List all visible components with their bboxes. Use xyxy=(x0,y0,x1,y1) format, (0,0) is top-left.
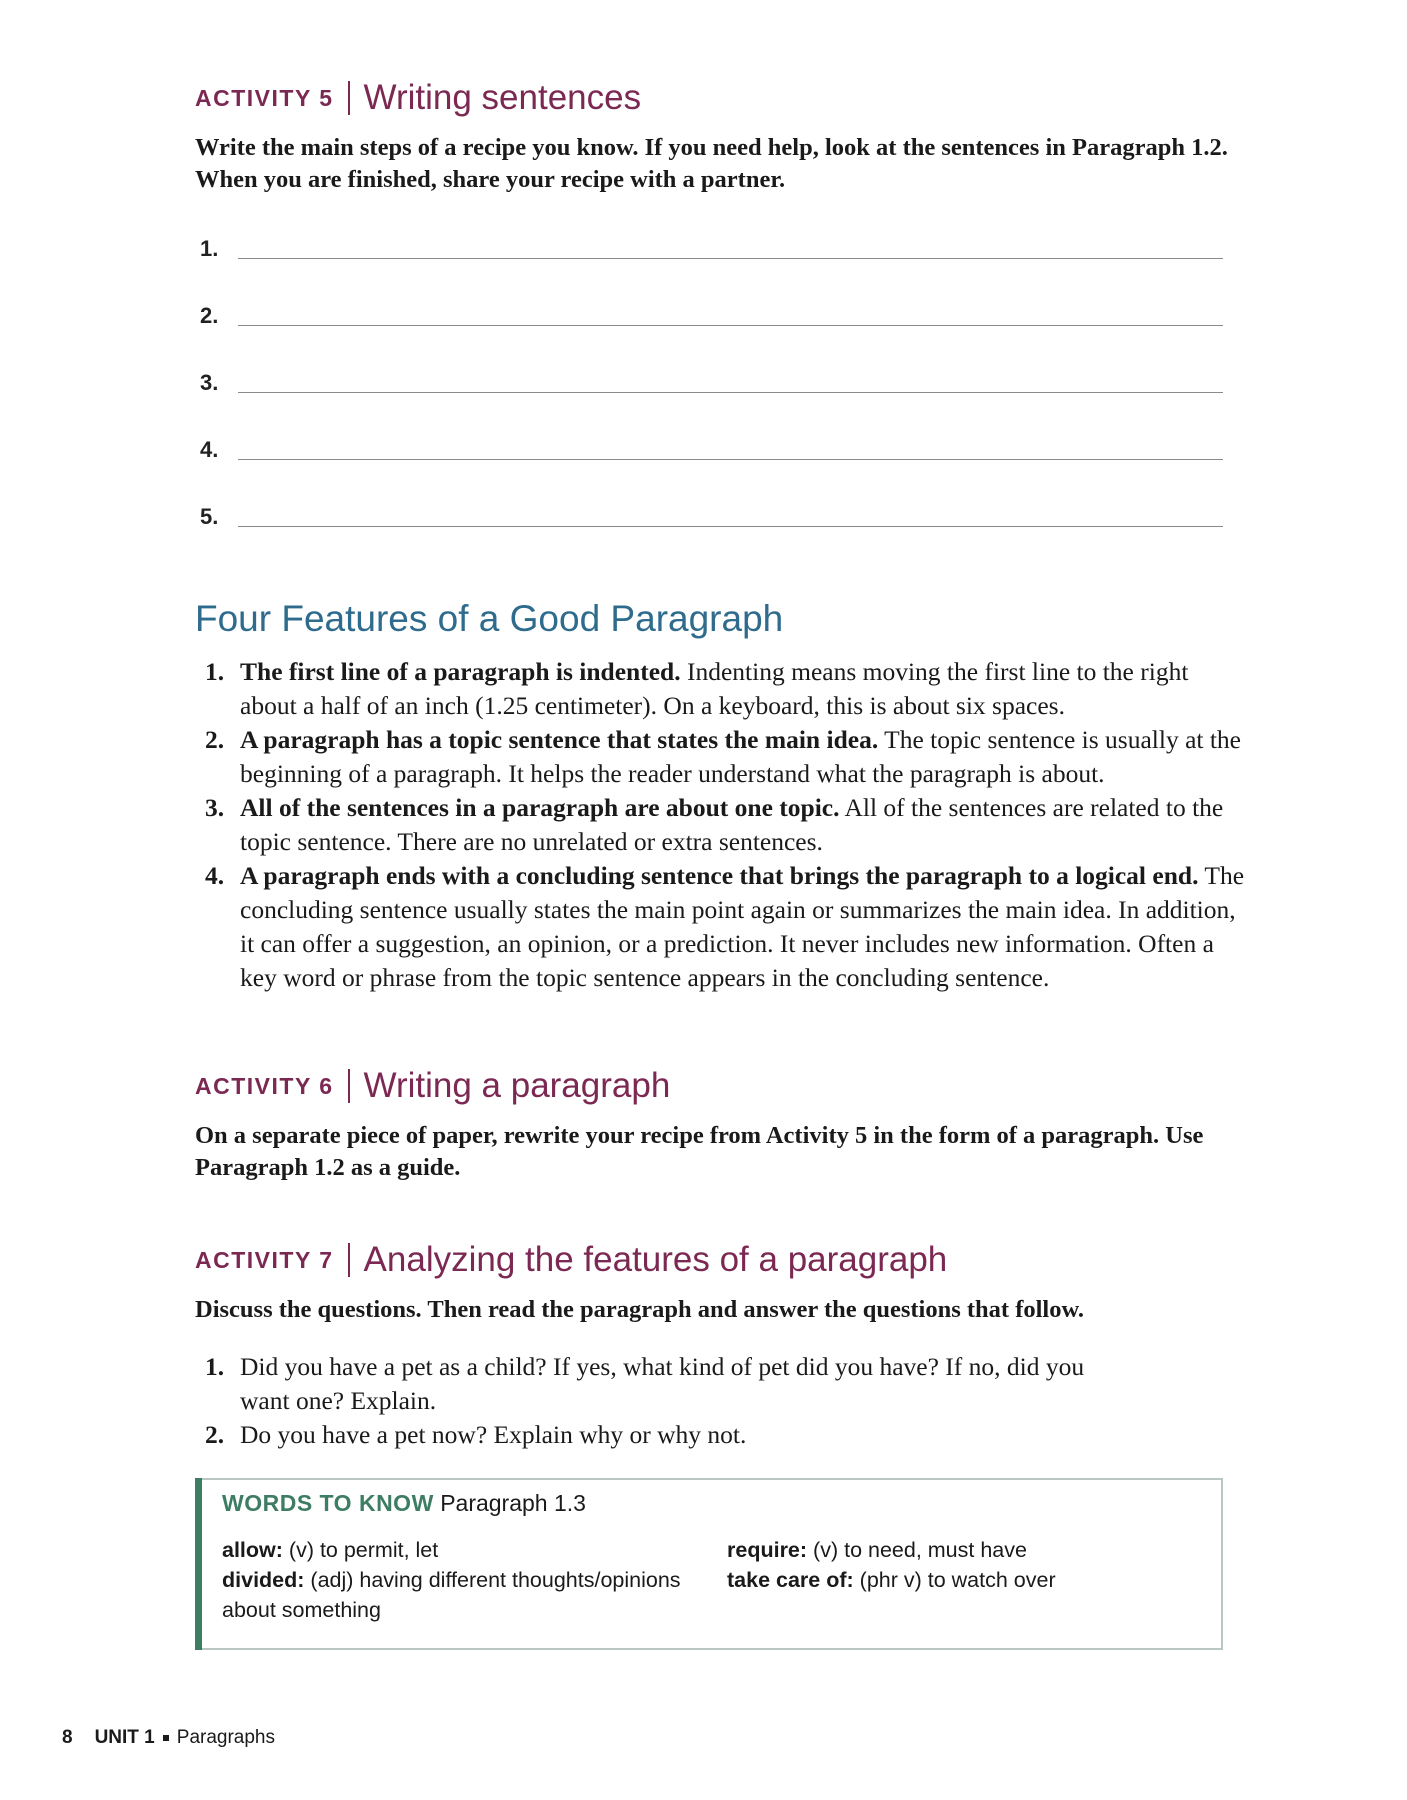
item-number: 1. xyxy=(205,657,225,686)
vocab-definition: (v) to need, must have xyxy=(813,1538,1027,1562)
divider xyxy=(348,81,350,115)
words-to-know-content xyxy=(222,1490,1212,1625)
vocab-definition: (phr v) to watch over xyxy=(859,1568,1056,1592)
vocab-entry xyxy=(727,1535,1197,1565)
activity-label: ACTIVITY 5 xyxy=(195,84,334,111)
line-number: 4. xyxy=(200,437,219,462)
vocab-entry xyxy=(222,1535,727,1565)
item-text: Did you have a pet as a child? If yes, what kind of pet did you have? If no, did you want one? Explain. xyxy=(240,1352,1085,1415)
unit-label: UNIT 1 xyxy=(94,1727,155,1748)
list-item xyxy=(205,859,1245,995)
activity-6-instructions: On a separate piece of paper, rewrite your recipe from Activity 5 in the form of a paragraph. Use Paragraph 1.2 as a guide. xyxy=(195,1122,1204,1181)
activity-title: Writing sentences xyxy=(363,78,642,117)
activity-5-header xyxy=(195,78,641,118)
list-item xyxy=(205,1350,1125,1418)
item-text: Indenting means moving the first line to the right about a half of an inch (1.25 centimeter). On a keyboard, this is about six spaces. xyxy=(240,657,1189,720)
bullet-icon xyxy=(163,1735,169,1741)
answer-line-1[interactable] xyxy=(200,236,1223,262)
item-heading: A paragraph ends with a concluding sentence that brings the paragraph to a logical end. xyxy=(240,861,1199,890)
accent-bar xyxy=(195,1478,202,1650)
section-label: Paragraphs xyxy=(176,1727,275,1748)
line-number: 5. xyxy=(200,504,219,529)
words-to-know-ref: Paragraph 1.3 xyxy=(440,1490,586,1516)
item-number: 2. xyxy=(205,1420,225,1449)
activity-5-instructions: Write the main steps of a recipe you know. If you need help, look at the sentences in Paragraph 1.2. When you are finished, share your recipe with a partner. xyxy=(195,134,1228,193)
item-text: The concluding sentence usually states the main point again or summarizes the main idea. In addition, it can offer a suggestion, an opinion, or a prediction. It never includes new information. Often a key word or phrase from the topic sentence appears in the concluding sentence. xyxy=(240,861,1245,992)
answer-line-3[interactable] xyxy=(200,370,1223,396)
activity-7-header xyxy=(195,1240,947,1280)
vocab-definition: (adj) having different thoughts/opinions about something xyxy=(222,1568,681,1622)
divider xyxy=(348,1243,350,1277)
answer-rule xyxy=(238,459,1223,460)
answer-line-5[interactable] xyxy=(200,504,1223,530)
item-text: Do you have a pet now? Explain why or why not. xyxy=(240,1420,747,1449)
divider xyxy=(348,1069,350,1103)
section-title: Four Features of a Good Paragraph xyxy=(195,598,784,639)
answer-rule xyxy=(238,325,1223,326)
vocab-column-2 xyxy=(727,1535,1197,1625)
vocab-term: allow: xyxy=(222,1538,283,1562)
words-to-know-heading xyxy=(222,1490,1212,1517)
answer-rule xyxy=(238,392,1223,393)
list-item xyxy=(205,791,1245,859)
item-text: The topic sentence is usually at the beginning of a paragraph. It helps the reader understand what the paragraph is about. xyxy=(240,725,1242,788)
features-list xyxy=(205,655,1245,995)
vocab-term: divided: xyxy=(222,1568,305,1592)
answer-rule xyxy=(238,526,1223,527)
line-number: 2. xyxy=(200,303,219,328)
activity-title: Writing a paragraph xyxy=(363,1066,671,1105)
answer-line-2[interactable] xyxy=(200,303,1223,329)
vocab-entry xyxy=(727,1565,1197,1595)
list-item xyxy=(205,655,1245,723)
page-footer xyxy=(62,1727,275,1749)
list-item xyxy=(205,723,1245,791)
item-number: 1. xyxy=(205,1352,225,1381)
activity-6-header xyxy=(195,1066,670,1106)
item-heading: A paragraph has a topic sentence that states the main idea. xyxy=(240,725,879,754)
page-number: 8 xyxy=(62,1727,73,1748)
vocab-definition: (v) to permit, let xyxy=(288,1538,439,1562)
discussion-questions xyxy=(205,1350,1125,1452)
vocab-column-1 xyxy=(222,1535,727,1625)
item-number: 2. xyxy=(205,725,225,754)
item-number: 4. xyxy=(205,861,225,890)
words-to-know-label: WORDS TO KNOW xyxy=(222,1490,434,1516)
item-text: All of the sentences are related to the topic sentence. There are no unrelated or extra sentences. xyxy=(240,793,1224,856)
activity-label: ACTIVITY 7 xyxy=(195,1246,334,1273)
answer-rule xyxy=(238,258,1223,259)
answer-line-4[interactable] xyxy=(200,437,1223,463)
activity-7-instructions: Discuss the questions. Then read the paragraph and answer the questions that follow. xyxy=(195,1296,1084,1323)
line-number: 3. xyxy=(200,370,219,395)
list-item xyxy=(205,1418,1125,1452)
activity-label: ACTIVITY 6 xyxy=(195,1072,334,1099)
vocab-term: require: xyxy=(727,1538,808,1562)
vocab-term: take care of: xyxy=(727,1568,854,1592)
item-heading: All of the sentences in a paragraph are about one topic. xyxy=(240,793,840,822)
vocab-entry xyxy=(222,1565,727,1625)
item-number: 3. xyxy=(205,793,225,822)
activity-title: Analyzing the features of a paragraph xyxy=(363,1240,948,1279)
line-number: 1. xyxy=(200,236,219,261)
item-heading: The first line of a paragraph is indented. xyxy=(240,657,681,686)
